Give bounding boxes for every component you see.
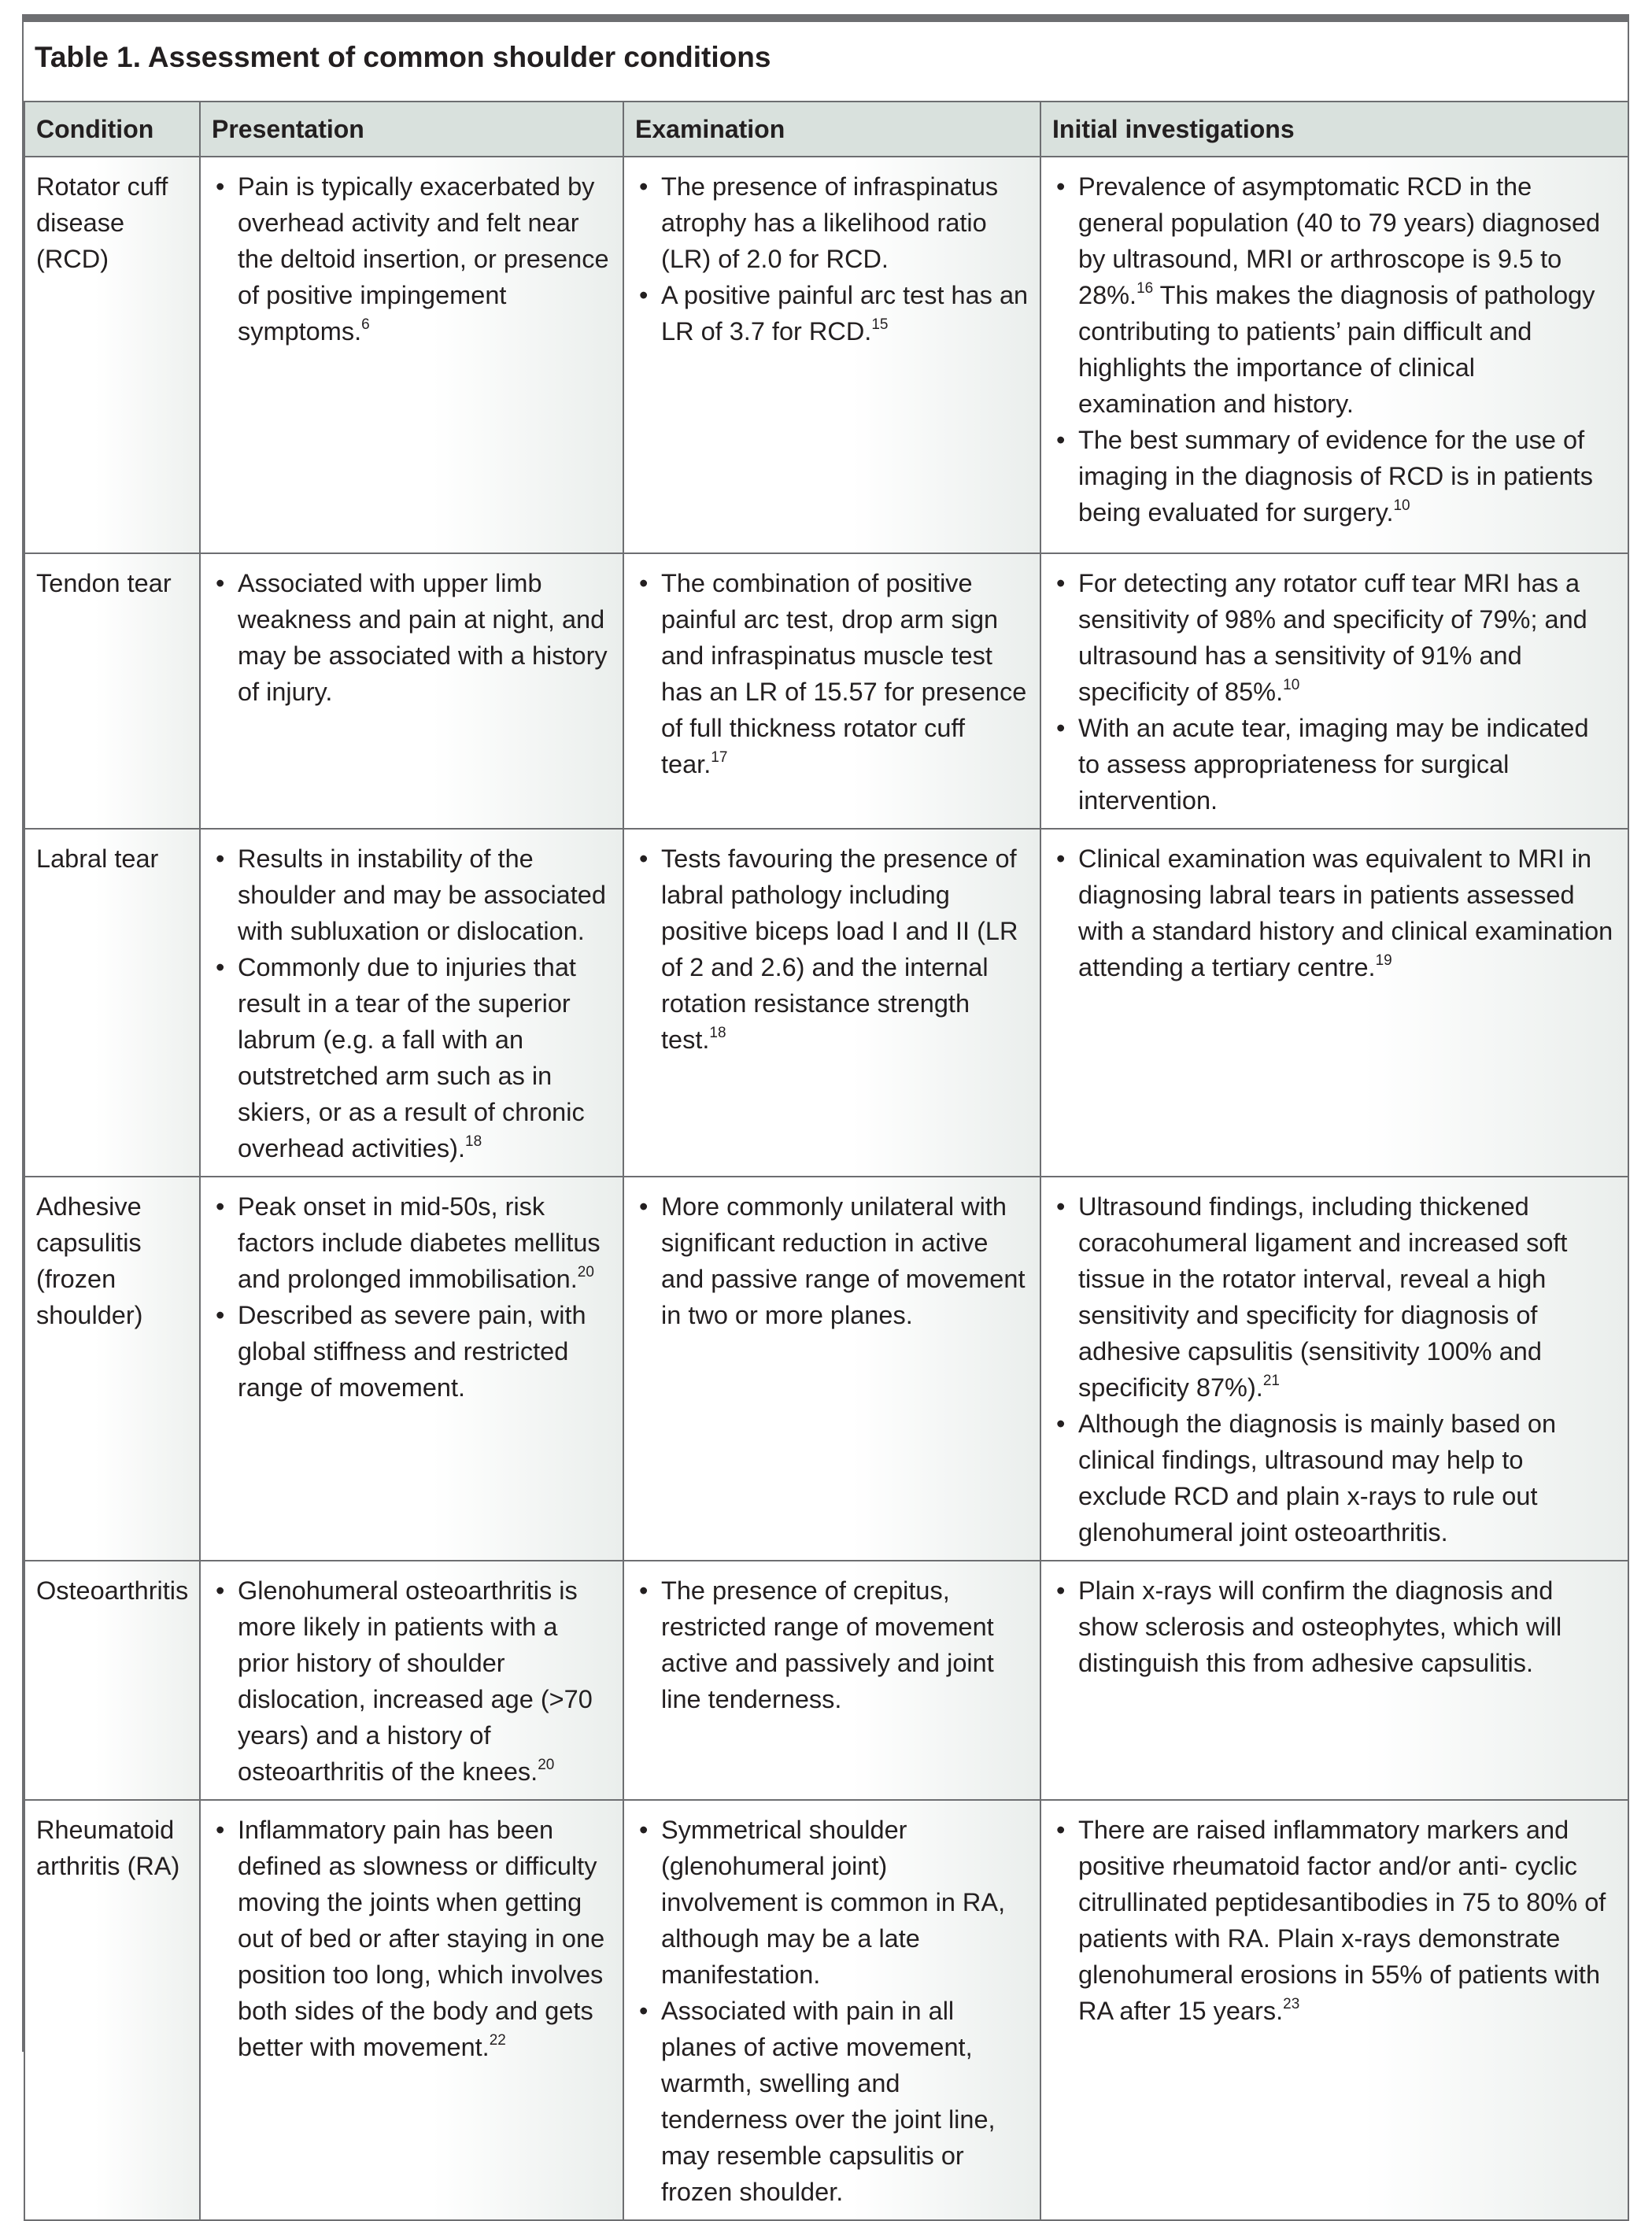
bullet-item xyxy=(212,1188,612,1297)
presentation-cell xyxy=(200,1177,623,1561)
bullet-text: The presence of infraspinatus atrophy has a likelihood ratio (LR) of 2.0 for RCD. xyxy=(661,172,999,273)
header-presentation: Presentation xyxy=(200,102,623,157)
reference-superscript: 21 xyxy=(1262,1373,1280,1389)
presentation-cell xyxy=(200,1561,623,1800)
reference-superscript: 18 xyxy=(709,1025,726,1041)
bullet-item xyxy=(635,565,1029,782)
presentation-cell xyxy=(200,157,623,553)
examination-cell xyxy=(623,553,1040,829)
reference-superscript: 20 xyxy=(577,1264,594,1280)
header-condition: Condition xyxy=(24,102,200,157)
bullet-list xyxy=(635,1812,1029,2210)
condition-cell xyxy=(24,1800,200,2220)
investigations-cell xyxy=(1040,829,1628,1177)
bullet-item xyxy=(635,841,1029,1058)
bullet-item xyxy=(212,1812,612,2065)
condition-name: Adhesive capsulitis (frozen shoulder) xyxy=(36,1192,143,1329)
reference-superscript: 10 xyxy=(1393,497,1410,514)
bullet-list xyxy=(212,841,612,1166)
bullet-list xyxy=(635,1572,1029,1717)
bullet-item xyxy=(1052,1406,1617,1550)
table-row xyxy=(24,1177,1628,1561)
condition-name: Rheumatoid arthritis (RA) xyxy=(36,1816,180,1880)
bullet-text: Although the diagnosis is mainly based on clinical findings, ultrasound may help to exclude RCD and plain x-rays to rule out glenohumeral joint osteoarthritis. xyxy=(1078,1410,1557,1547)
bullet-text: More commonly unilateral with significant reduction in active and passive range of movement in two or more planes. xyxy=(661,1192,1026,1329)
examination-cell xyxy=(623,1561,1040,1800)
bullet-item xyxy=(1052,1572,1617,1681)
condition-name: Rotator cuff disease (RCD) xyxy=(36,172,168,273)
presentation-cell xyxy=(200,829,623,1177)
table-row xyxy=(24,1800,1628,2220)
bullet-text: Results in instability of the shoulder and may be associated with subluxation or dislocation. xyxy=(238,844,606,945)
reference-superscript: 15 xyxy=(871,316,889,333)
bullet-list xyxy=(212,1572,612,1790)
bullet-text: The best summary of evidence for the use of imaging in the diagnosis of RCD is in patients being evaluated for surgery. xyxy=(1078,426,1593,527)
bullet-text: Pain is typically exacerbated by overhead activity and felt near the deltoid insertion, or presence of positive impingement symptoms. xyxy=(238,172,609,346)
table-title: Table 1. Assessment of common shoulder conditions xyxy=(35,41,771,73)
bullet-item xyxy=(1052,841,1617,985)
bullet-text: Symmetrical shoulder (glenohumeral joint) involvement is common in RA, although may be a late manifestation. xyxy=(661,1816,1006,1989)
investigations-cell xyxy=(1040,553,1628,829)
header-initial-investigations: Initial investigations xyxy=(1040,102,1628,157)
bullet-item xyxy=(635,1572,1029,1717)
bullet-text: Glenohumeral osteoarthritis is more likely in patients with a prior history of shoulder dislocation, increased age (>70 years) and a history of osteoarthritis of the knees. xyxy=(238,1576,593,1786)
condition-cell xyxy=(24,829,200,1177)
bullet-item xyxy=(212,168,612,349)
bullet-item xyxy=(212,565,612,710)
reference-superscript: 23 xyxy=(1283,1996,1300,2012)
bullet-item xyxy=(635,1993,1029,2210)
reference-superscript: 22 xyxy=(489,2032,506,2049)
presentation-cell xyxy=(200,1800,623,2220)
bullet-item xyxy=(1052,565,1617,710)
condition-cell xyxy=(24,1561,200,1800)
bullet-text: Tests favouring the presence of labral pathology including positive biceps load I and II (LR of 2 and 2.6) and the internal rotation resistance strength test. xyxy=(661,844,1018,1054)
bullet-text-continued: This makes the diagnosis of pathology contributing to patients’ pain difficult and highlights the importance of clinical examination and history. xyxy=(1078,281,1595,418)
bullet-list xyxy=(1052,565,1617,819)
reference-superscript: 17 xyxy=(711,749,728,766)
bullet-item xyxy=(212,949,612,1166)
bullet-item xyxy=(212,1572,612,1790)
bullet-text: Peak onset in mid-50s, risk factors include diabetes mellitus and prolonged immobilisation. xyxy=(238,1192,601,1293)
bullet-list xyxy=(212,168,612,349)
header-row xyxy=(24,102,1628,157)
bullet-text: Associated with upper limb weakness and pain at night, and may be associated with a history of injury. xyxy=(238,569,608,706)
bullet-item xyxy=(1052,710,1617,819)
bullet-list xyxy=(635,1188,1029,1333)
condition-name: Tendon tear xyxy=(36,569,172,597)
investigations-cell xyxy=(1040,1177,1628,1561)
investigations-cell xyxy=(1040,1800,1628,2220)
bullet-text: Ultrasound findings, including thickened coracohumeral ligament and increased soft tissue in the rotator interval, reveal a high sensitivity and specificity for diagnosis of adhesive capsulitis (sensitivity 100% and specificity 87%). xyxy=(1078,1192,1568,1402)
condition-name: Osteoarthritis xyxy=(36,1576,189,1605)
bullet-list xyxy=(212,1188,612,1406)
examination-cell xyxy=(623,1800,1040,2220)
bullet-list xyxy=(635,841,1029,1058)
reference-superscript: 10 xyxy=(1283,677,1300,693)
examination-cell xyxy=(623,157,1040,553)
presentation-cell xyxy=(200,553,623,829)
bullet-text: A positive painful arc test has an LR of 3.7 for RCD. xyxy=(661,281,1029,346)
examination-cell xyxy=(623,1177,1040,1561)
bullet-list xyxy=(1052,841,1617,985)
bullet-item xyxy=(212,1297,612,1406)
examination-cell xyxy=(623,829,1040,1177)
bullet-list xyxy=(1052,1572,1617,1681)
bullet-text: Inflammatory pain has been defined as slowness or difficulty moving the joints when getting out of bed or after staying in one position too long, which involves both sides of the body and gets better with movement. xyxy=(238,1816,605,2061)
table-body xyxy=(24,157,1628,2220)
bullet-text: There are raised inflammatory markers and positive rheumatoid factor and/or anti- cyclic citrullinated peptidesantibodies in 75 to 80% of patients with RA. Plain x-rays demonstrate glenohumeral erosions in 55% of patients with RA after 15 years. xyxy=(1078,1816,1606,2025)
bullet-text: Commonly due to injuries that result in a tear of the superior labrum (e.g. a fall with an outstretched arm such as in skiers, or as a result of chronic overhead activities). xyxy=(238,953,585,1162)
bullet-list xyxy=(212,565,612,710)
bullet-list xyxy=(212,1812,612,2065)
shoulder-conditions-table xyxy=(24,101,1629,2221)
table-row xyxy=(24,553,1628,829)
bullet-list xyxy=(635,168,1029,349)
investigations-cell xyxy=(1040,1561,1628,1800)
condition-cell xyxy=(24,157,200,553)
reference-superscript: 18 xyxy=(465,1133,482,1150)
bullet-item xyxy=(635,277,1029,349)
table-row xyxy=(24,1561,1628,1800)
bullet-item xyxy=(635,1812,1029,1993)
table-row xyxy=(24,829,1628,1177)
bullet-item xyxy=(1052,168,1617,422)
condition-cell xyxy=(24,553,200,829)
bullet-text: The combination of positive painful arc test, drop arm sign and infraspinatus muscle test has an LR of 15.57 for presence of full thickness rotator cuff tear. xyxy=(661,569,1027,778)
bullet-list xyxy=(635,565,1029,782)
bullet-text: Associated with pain in all planes of active movement, warmth, swelling and tenderness over the joint line, may resemble capsulitis or frozen shoulder. xyxy=(661,1997,996,2206)
bullet-item xyxy=(635,1188,1029,1333)
table-row xyxy=(24,157,1628,553)
investigations-cell xyxy=(1040,157,1628,553)
bullet-item xyxy=(212,841,612,949)
bullet-text: Described as severe pain, with global stiffness and restricted range of movement. xyxy=(238,1301,586,1402)
bullet-text: With an acute tear, imaging may be indicated to assess appropriateness for surgical intervention. xyxy=(1078,714,1589,815)
bullet-list xyxy=(1052,1812,1617,2029)
bullet-text: Plain x-rays will confirm the diagnosis and show sclerosis and osteophytes, which will distinguish this from adhesive capsulitis. xyxy=(1078,1576,1562,1677)
bullet-list xyxy=(1052,168,1617,530)
bullet-text: The presence of crepitus, restricted range of movement active and passively and joint line tenderness. xyxy=(661,1576,994,1713)
reference-superscript: 6 xyxy=(361,316,370,333)
bullet-item xyxy=(1052,1812,1617,2029)
bullet-text: Prevalence of asymptomatic RCD in the general population (40 to 79 years) diagnosed by ultrasound, MRI or arthroscope is 9.5 to 28%. xyxy=(1078,172,1601,309)
header-examination: Examination xyxy=(623,102,1040,157)
reference-superscript: 20 xyxy=(538,1757,555,1773)
bullet-item xyxy=(1052,1188,1617,1406)
bullet-text: Clinical examination was equivalent to MRI in diagnosing labral tears in patients assessed with a standard history and clinical examination attending a tertiary centre. xyxy=(1078,844,1613,981)
condition-cell xyxy=(24,1177,200,1561)
bullet-list xyxy=(1052,1188,1617,1550)
reference-superscript: 16 xyxy=(1136,280,1154,297)
reference-superscript: 19 xyxy=(1375,952,1392,969)
bullet-item xyxy=(635,168,1029,277)
bullet-text: For detecting any rotator cuff tear MRI has a sensitivity of 98% and specificity of 79%; and ultrasound has a sensitivity of 91% and specificity of 85%. xyxy=(1078,569,1587,706)
condition-name: Labral tear xyxy=(36,844,159,873)
bullet-item xyxy=(1052,422,1617,530)
